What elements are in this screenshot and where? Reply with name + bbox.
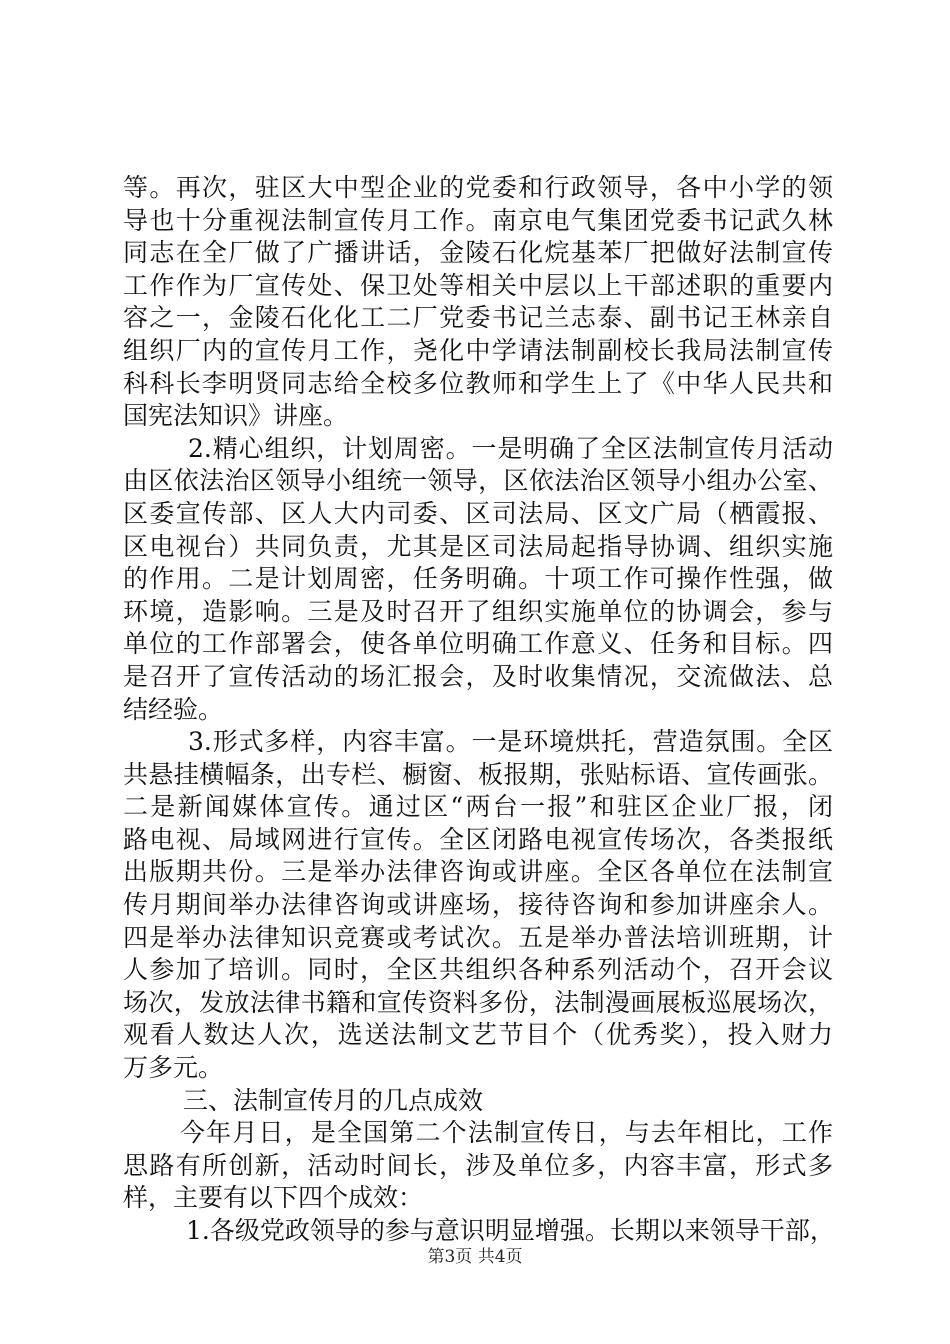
text-line: 万多元。: [123, 1053, 224, 1083]
page-footer: 第3页 共4页: [427, 1247, 523, 1267]
text-line: 1.各级党政领导的参与意识明显增强。长期以来领导干部，: [186, 1216, 835, 1245]
text-line: 四是举办法律知识竞赛或考试次。五是举办普法培训班期，计: [123, 922, 833, 952]
text-line: 国宪法知识》讲座。: [123, 401, 349, 431]
text-line: 同志在全厂做了广播讲话，金陵石化烷基苯厂把做好法制宣传: [123, 238, 833, 268]
text-line: 单位的工作部署会，使各单位明确工作意义、任务和目标。四: [123, 629, 833, 659]
text-line: 共悬挂横幅条，出专栏、橱窗、板报期，张贴标语、宣传画张。: [123, 759, 833, 789]
text-line: 是召开了宣传活动的场汇报会，及时收集情况，交流做法、总: [123, 661, 833, 691]
text-line: 人参加了培训。同时，全区共组织各种系列活动个，召开会议: [123, 955, 833, 985]
text-line: 传月期间举办法律咨询或讲座场，接待咨询和参加讲座余人。: [123, 890, 833, 920]
text-line: 三、法制宣传月的几点成效: [183, 1085, 484, 1115]
text-line: 思路有所创新，活动时间长，涉及单位多，内容丰富，形式多: [123, 1150, 833, 1180]
text-line: 出版期共份。三是举办法律咨询或讲座。全区各单位在法制宣: [123, 857, 833, 887]
text-line: 路电视、局域网进行宣传。全区闭路电视宣传场次，各类报纸: [123, 824, 833, 854]
text-line: 等。再次，驻区大中型企业的党委和行政领导，各中小学的领: [123, 173, 833, 202]
text-line: 科科长李明贤同志给全校多位教师和学生上了《中华人民共和: [123, 368, 833, 398]
text-line: 结经验。: [123, 694, 224, 724]
text-line: 二是新闻媒体宣传。通过区“两台一报”和驻区企业厂报，闭: [123, 792, 833, 822]
text-line: 3.形式多样，内容丰富。一是环境烘托，营造氛围。全区: [188, 727, 833, 757]
text-line: 组织厂内的宣传月工作，尧化中学请法制副校长我局法制宣传: [123, 335, 833, 365]
text-line: 今年月日，是全国第二个法制宣传日，与去年相比，工作: [180, 1118, 833, 1148]
text-line: 样，主要有以下四个成效：: [123, 1183, 424, 1213]
text-line: 由区依法治区领导小组统一领导，区依法治区领导小组办公室、: [123, 466, 833, 496]
text-line: 观看人数达人次，选送法制文艺节目个（优秀奖），投入财力: [123, 1020, 833, 1050]
text-line: 环境，造影响。三是及时召开了组织实施单位的协调会，参与: [123, 596, 833, 626]
text-line: 导也十分重视法制宣传月工作。南京电气集团党委书记武久林: [123, 205, 833, 235]
text-line: 2.精心组织，计划周密。一是明确了全区法制宣传月活动: [188, 433, 833, 463]
text-line: 的作用。二是计划周密，任务明确。十项工作可操作性强，做: [123, 564, 833, 594]
text-line: 区电视台）共同负责，尤其是区司法局起指导协调、组织实施: [123, 531, 833, 561]
text-line: 工作作为厂宣传处、保卫处等相关中层以上干部述职的重要内: [123, 270, 833, 300]
body-text: [123, 172, 833, 1248]
text-line: 区委宣传部、区人大内司委、区司法局、区文广局（栖霞报、: [123, 498, 833, 528]
text-line: 容之一，金陵石化化工二厂党委书记兰志泰、副书记王林亲自: [123, 303, 833, 333]
text-line: 场次，发放法律书籍和宣传资料多份，法制漫画展板巡展场次，: [123, 987, 833, 1017]
